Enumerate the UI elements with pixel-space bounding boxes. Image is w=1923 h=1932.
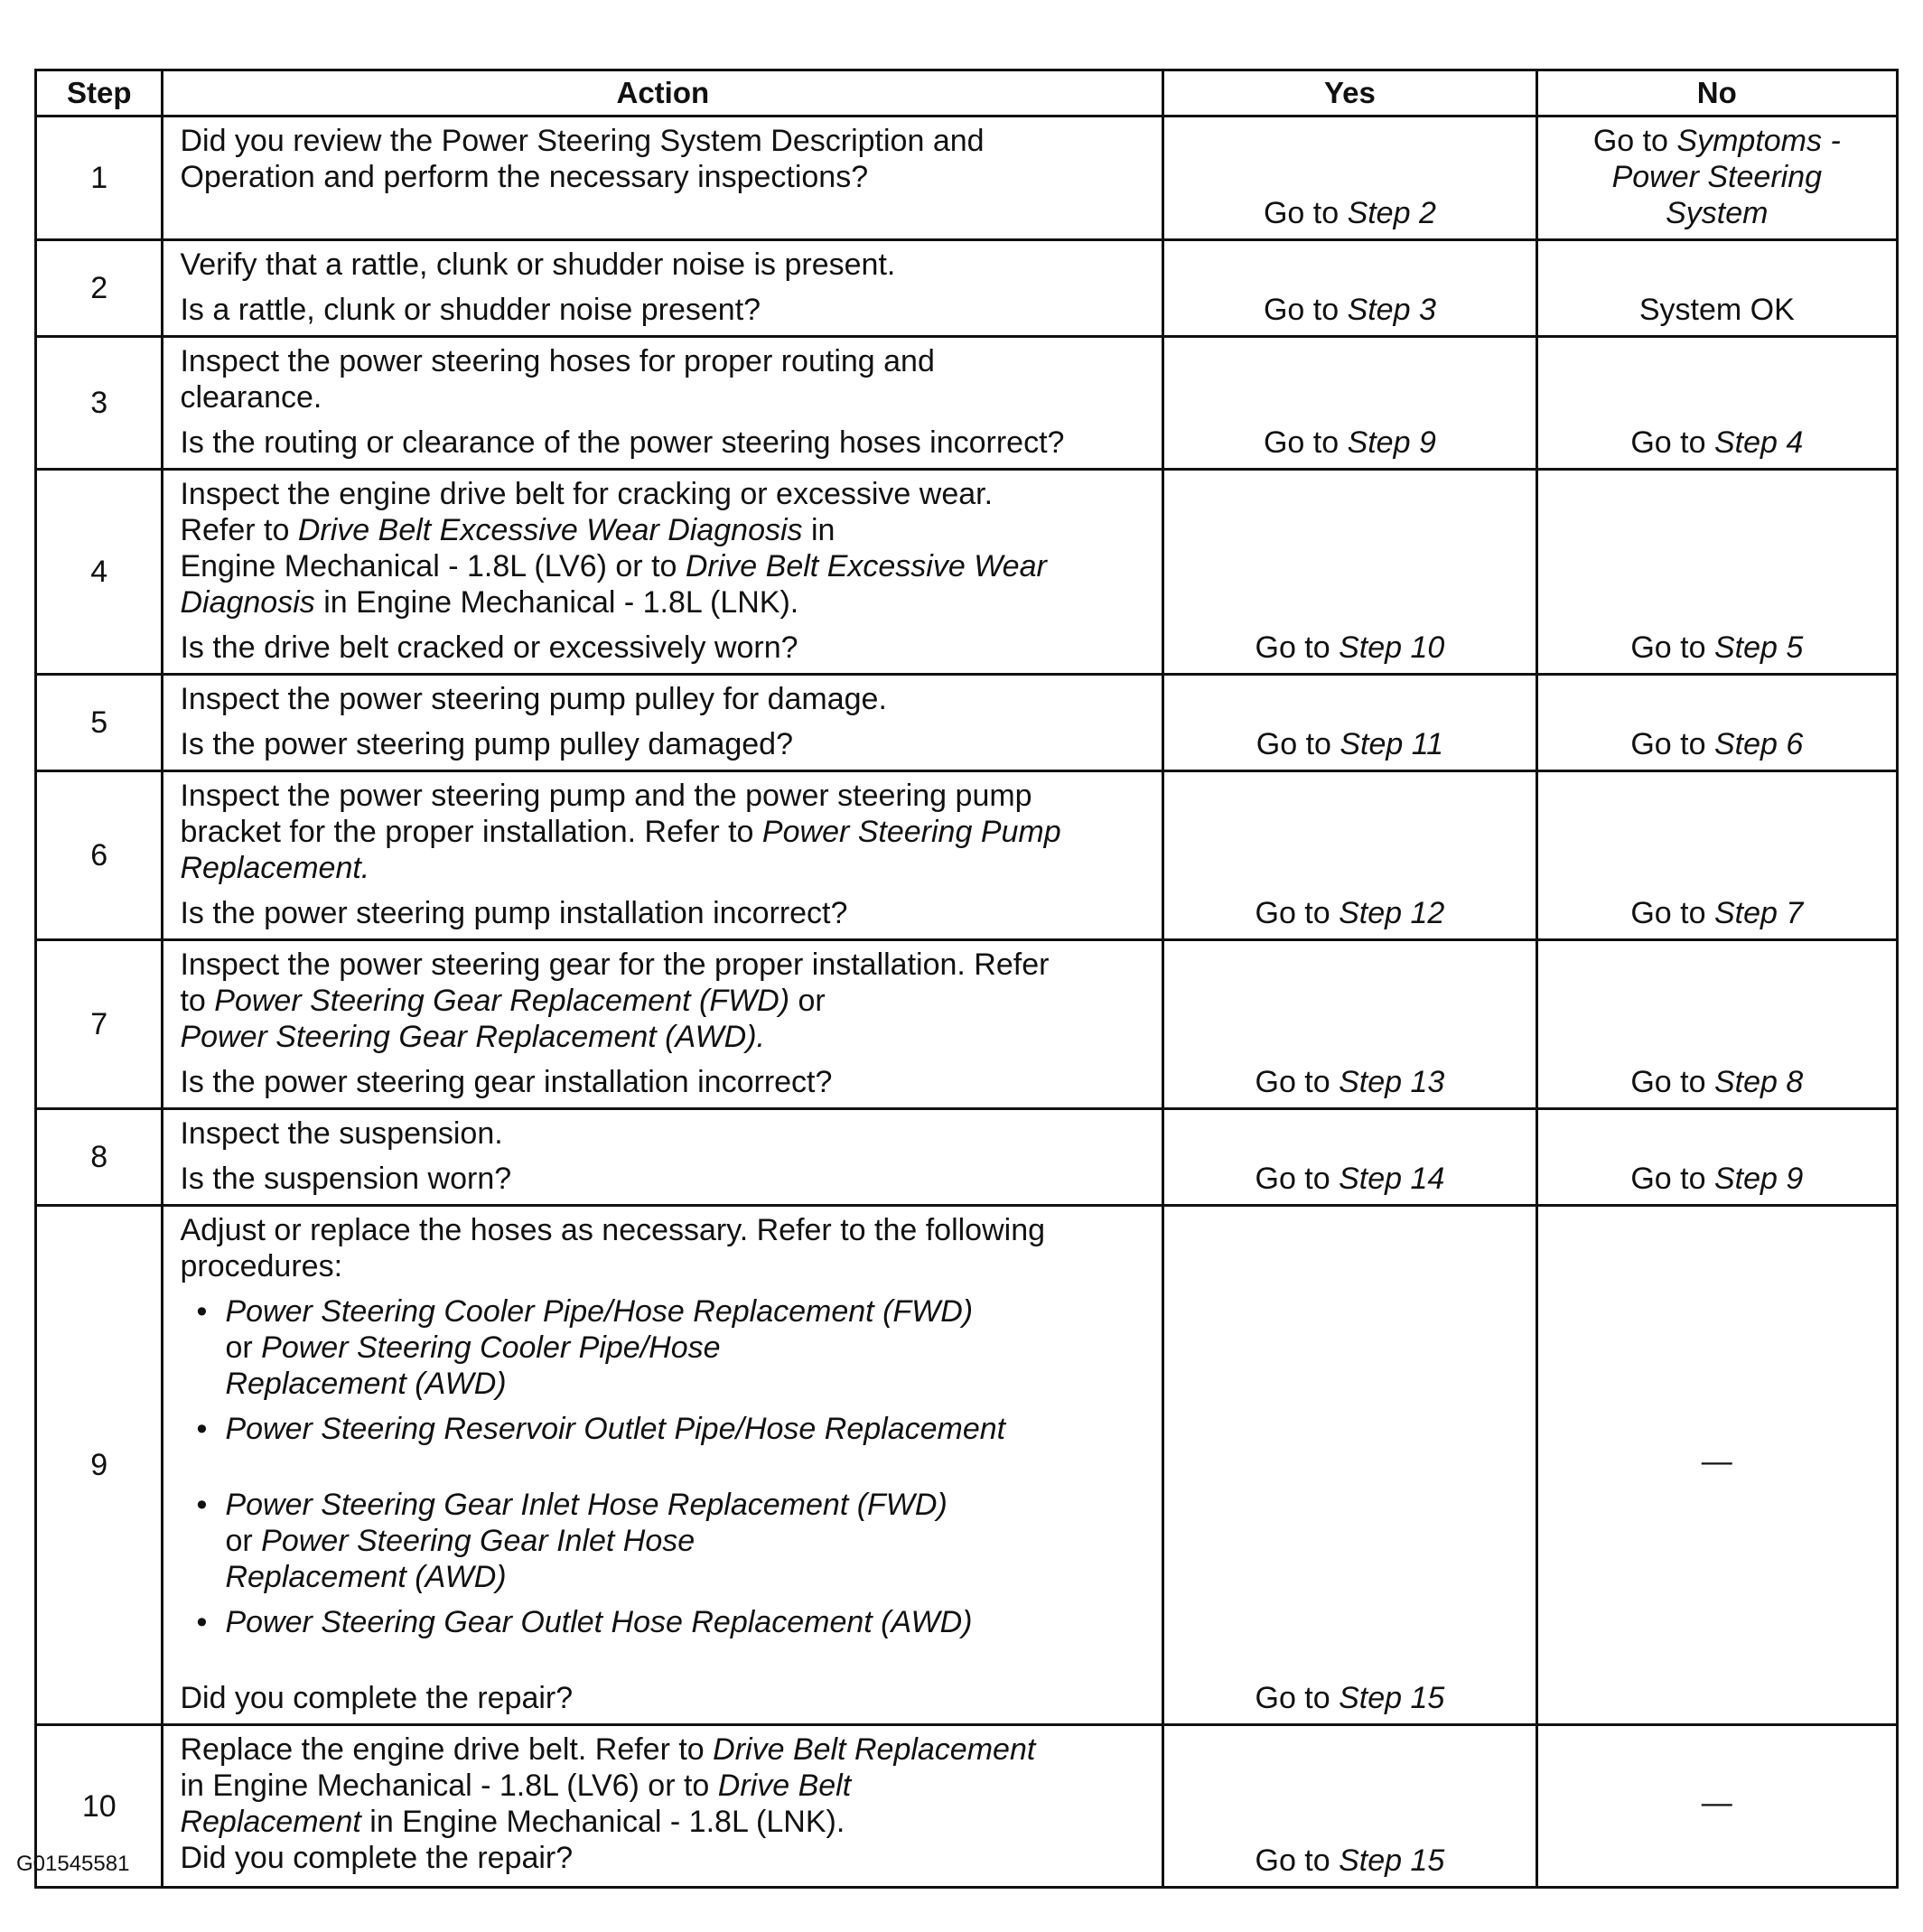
procedure-reference: Power Steering Pump bbox=[761, 815, 1061, 849]
procedure-reference: Power Steering Gear Replacement (AWD). bbox=[180, 1020, 765, 1054]
table-row bbox=[36, 675, 1898, 771]
list-item: • Power Steering Cooler Pipe/Hose Replacement (FWD) or Power Steering Cooler Pipe/Hose Replacement (AWD) bbox=[196, 1294, 974, 1401]
action-text: Inspect the power steering pump and the power steering pump bbox=[180, 779, 1032, 813]
goto-prefix: Go to bbox=[1263, 293, 1348, 327]
table-row bbox=[36, 771, 1898, 940]
step-reference: Step 4 bbox=[1713, 425, 1804, 460]
header-action: Action bbox=[163, 70, 1163, 117]
no-cell bbox=[1536, 1206, 1897, 1725]
action-question: Is the power steering gear installation incorrect? bbox=[180, 1065, 833, 1099]
step-number: 2 bbox=[36, 240, 163, 337]
procedure-reference: Drive Belt bbox=[717, 1769, 852, 1803]
action-question: Did you complete the repair? bbox=[180, 1841, 574, 1875]
action-text: Replacement in Engine Mechanical - 1.8L (LNK). bbox=[180, 1805, 845, 1839]
step-reference: Step 13 bbox=[1339, 1065, 1445, 1099]
goto-prefix: Go to bbox=[1256, 727, 1340, 761]
no-cell bbox=[1536, 117, 1897, 240]
goto-prefix: Go to bbox=[1255, 1843, 1340, 1878]
action-text: in Engine Mechanical - 1.8L (LV6) or to Drive Belt bbox=[180, 1769, 852, 1803]
step-number: 1 bbox=[36, 117, 163, 240]
yes-cell bbox=[1163, 337, 1536, 470]
no-cell bbox=[1536, 1725, 1897, 1888]
header-no: No bbox=[1536, 70, 1897, 117]
list-item: • Power Steering Gear Outlet Hose Replacement (AWD) bbox=[196, 1605, 973, 1639]
goto-prefix: Go to bbox=[1630, 1065, 1714, 1099]
no-cell bbox=[1536, 337, 1897, 470]
goto-prefix: Go to bbox=[1255, 1681, 1340, 1715]
step-reference: Step 11 bbox=[1340, 727, 1444, 761]
step-reference: Step 14 bbox=[1339, 1162, 1445, 1196]
step-number: 10 bbox=[36, 1725, 163, 1888]
action-question: Is the power steering pump pulley damaged? bbox=[180, 727, 793, 761]
action-text: Inspect the power steering gear for the proper installation. Refer bbox=[180, 947, 1050, 982]
symptoms-reference: Symptoms - bbox=[1676, 124, 1841, 158]
action-question: Is the routing or clearance of the power steering hoses incorrect? bbox=[180, 425, 1065, 460]
action-cell bbox=[163, 771, 1163, 940]
bullet-icon: • bbox=[196, 1605, 208, 1639]
step-reference: Step 9 bbox=[1713, 1162, 1804, 1196]
diagnostic-table bbox=[34, 69, 1899, 1889]
procedure-reference: Replacement bbox=[180, 1805, 361, 1839]
action-text: Operation and perform the necessary inspections? bbox=[180, 160, 869, 194]
goto-prefix: Go to bbox=[1630, 425, 1714, 460]
action-text: Inspect the engine drive belt for cracking or excessive wear. bbox=[180, 477, 994, 511]
table-row bbox=[36, 470, 1898, 675]
list-item: • Power Steering Reservoir Outlet Pipe/Hose Replacement bbox=[196, 1412, 1006, 1446]
yes-cell bbox=[1163, 1725, 1536, 1888]
action-cell bbox=[163, 470, 1163, 675]
goto-prefix: Go to bbox=[1255, 630, 1340, 665]
table-row bbox=[36, 1725, 1898, 1888]
yes-cell bbox=[1163, 1206, 1536, 1725]
action-text: Verify that a rattle, clunk or shudder noise is present. bbox=[180, 247, 896, 282]
step-number: 9 bbox=[36, 1206, 163, 1725]
procedure-reference: Drive Belt Excessive Wear Diagnosis bbox=[297, 513, 803, 547]
dash-text: — bbox=[1701, 1444, 1732, 1479]
action-text: Inspect the power steering pump pulley for damage. bbox=[180, 682, 887, 716]
table-row bbox=[36, 117, 1898, 240]
step-reference: Step 8 bbox=[1713, 1065, 1804, 1099]
action-text bbox=[180, 1019, 1149, 1055]
step-number: 5 bbox=[36, 675, 163, 771]
goto-prefix: Go to bbox=[1263, 196, 1348, 230]
step-reference: Step 10 bbox=[1339, 630, 1445, 665]
goto-prefix: Go to bbox=[1263, 425, 1348, 460]
list-item: • Power Steering Gear Inlet Hose Replacement (FWD) or Power Steering Gear Inlet Hose Replacement (AWD) bbox=[196, 1488, 947, 1594]
action-text: Refer to Drive Belt Excessive Wear Diagnosis in bbox=[180, 513, 835, 547]
action-text: Replace the engine drive belt. Refer to Drive Belt Replacement bbox=[180, 1732, 1036, 1767]
table-row bbox=[36, 1206, 1898, 1725]
procedure-reference: Power Steering Gear Replacement (FWD) bbox=[214, 984, 790, 1018]
header-row bbox=[36, 70, 1898, 117]
action-text bbox=[180, 850, 1149, 886]
step-number: 6 bbox=[36, 771, 163, 940]
action-cell bbox=[163, 1206, 1163, 1725]
bullet-icon: • bbox=[196, 1294, 208, 1329]
step-reference: Step 6 bbox=[1713, 727, 1804, 761]
action-text: procedures: bbox=[180, 1249, 343, 1283]
procedure-reference: Drive Belt Replacement bbox=[713, 1732, 1036, 1767]
goto-prefix: Go to bbox=[1255, 1162, 1340, 1196]
bullet-icon: • bbox=[196, 1488, 208, 1522]
yes-cell bbox=[1163, 771, 1536, 940]
goto-prefix: Go to bbox=[1630, 1162, 1714, 1196]
step-number: 4 bbox=[36, 470, 163, 675]
action-cell bbox=[163, 675, 1163, 771]
procedure-reference: Diagnosis bbox=[180, 585, 315, 620]
yes-cell bbox=[1163, 1109, 1536, 1206]
step-reference: Step 15 bbox=[1339, 1843, 1445, 1878]
action-text: Did you review the Power Steering System Description and bbox=[180, 124, 985, 158]
step-reference: Step 15 bbox=[1339, 1681, 1445, 1715]
action-text: Adjust or replace the hoses as necessary. Refer to the following bbox=[180, 1213, 1046, 1247]
step-reference: Step 5 bbox=[1713, 630, 1804, 665]
action-cell bbox=[163, 337, 1163, 470]
no-cell bbox=[1536, 940, 1897, 1109]
yes-cell bbox=[1163, 470, 1536, 675]
header-yes: Yes bbox=[1163, 70, 1536, 117]
step-number: 3 bbox=[36, 337, 163, 470]
action-cell bbox=[163, 1109, 1163, 1206]
step-reference: Step 12 bbox=[1339, 896, 1445, 930]
action-text: Inspect the power steering hoses for proper routing and bbox=[180, 344, 935, 378]
action-question: Is the suspension worn? bbox=[180, 1162, 512, 1196]
step-reference: Step 9 bbox=[1347, 425, 1436, 460]
header-step: Step bbox=[36, 70, 163, 117]
action-text: Engine Mechanical - 1.8L (LV6) or to Drive Belt Excessive Wear bbox=[180, 549, 1047, 583]
action-cell bbox=[163, 1725, 1163, 1888]
yes-cell bbox=[1163, 940, 1536, 1109]
table-row bbox=[36, 337, 1898, 470]
step-reference: Step 2 bbox=[1347, 196, 1436, 230]
action-text: bracket for the proper installation. Refer to Power Steering Pump bbox=[180, 815, 1061, 849]
action-cell bbox=[163, 117, 1163, 240]
symptoms-reference: Power Steering bbox=[1611, 160, 1823, 194]
figure-id: G01545581 bbox=[16, 1852, 130, 1876]
no-cell bbox=[1536, 1109, 1897, 1206]
table-row bbox=[36, 1109, 1898, 1206]
yes-cell bbox=[1163, 675, 1536, 771]
dash-text: — bbox=[1701, 1785, 1732, 1820]
action-question: Did you complete the repair? bbox=[180, 1681, 574, 1715]
bullet-icon: • bbox=[196, 1412, 208, 1446]
no-cell bbox=[1536, 771, 1897, 940]
action-text: clearance. bbox=[180, 380, 322, 415]
action-text: to Power Steering Gear Replacement (FWD) or bbox=[180, 984, 826, 1018]
action-cell bbox=[163, 240, 1163, 337]
table-row bbox=[36, 940, 1898, 1109]
action-text: Inspect the suspension. bbox=[180, 1116, 503, 1151]
procedure-reference: Replacement. bbox=[180, 851, 370, 885]
procedure-list bbox=[180, 1293, 1149, 1640]
action-question: Is a rattle, clunk or shudder noise present? bbox=[180, 293, 761, 327]
goto-prefix: Go to bbox=[1630, 727, 1714, 761]
no-cell bbox=[1536, 240, 1897, 337]
goto-prefix: Go to bbox=[1255, 896, 1340, 930]
goto-prefix: Go to bbox=[1630, 630, 1714, 665]
goto-prefix: Go to bbox=[1630, 896, 1714, 930]
yes-cell bbox=[1163, 240, 1536, 337]
no-cell bbox=[1536, 675, 1897, 771]
goto-prefix: Go to bbox=[1592, 124, 1677, 158]
procedure-reference: Drive Belt Excessive Wear bbox=[685, 549, 1047, 583]
action-text: Diagnosis in Engine Mechanical - 1.8L (LNK). bbox=[180, 585, 799, 620]
step-number: 7 bbox=[36, 940, 163, 1109]
table-row bbox=[36, 240, 1898, 337]
step-reference: Step 7 bbox=[1713, 896, 1804, 930]
action-cell bbox=[163, 940, 1163, 1109]
action-question: Is the power steering pump installation incorrect? bbox=[180, 896, 848, 930]
action-question: Is the drive belt cracked or excessively worn? bbox=[180, 630, 798, 665]
no-cell bbox=[1536, 470, 1897, 675]
yes-cell bbox=[1163, 117, 1536, 240]
system-ok-text: System OK bbox=[1638, 293, 1795, 327]
step-reference: Step 3 bbox=[1347, 293, 1436, 327]
step-number: 8 bbox=[36, 1109, 163, 1206]
symptoms-reference: System bbox=[1666, 196, 1769, 230]
goto-prefix: Go to bbox=[1255, 1065, 1340, 1099]
